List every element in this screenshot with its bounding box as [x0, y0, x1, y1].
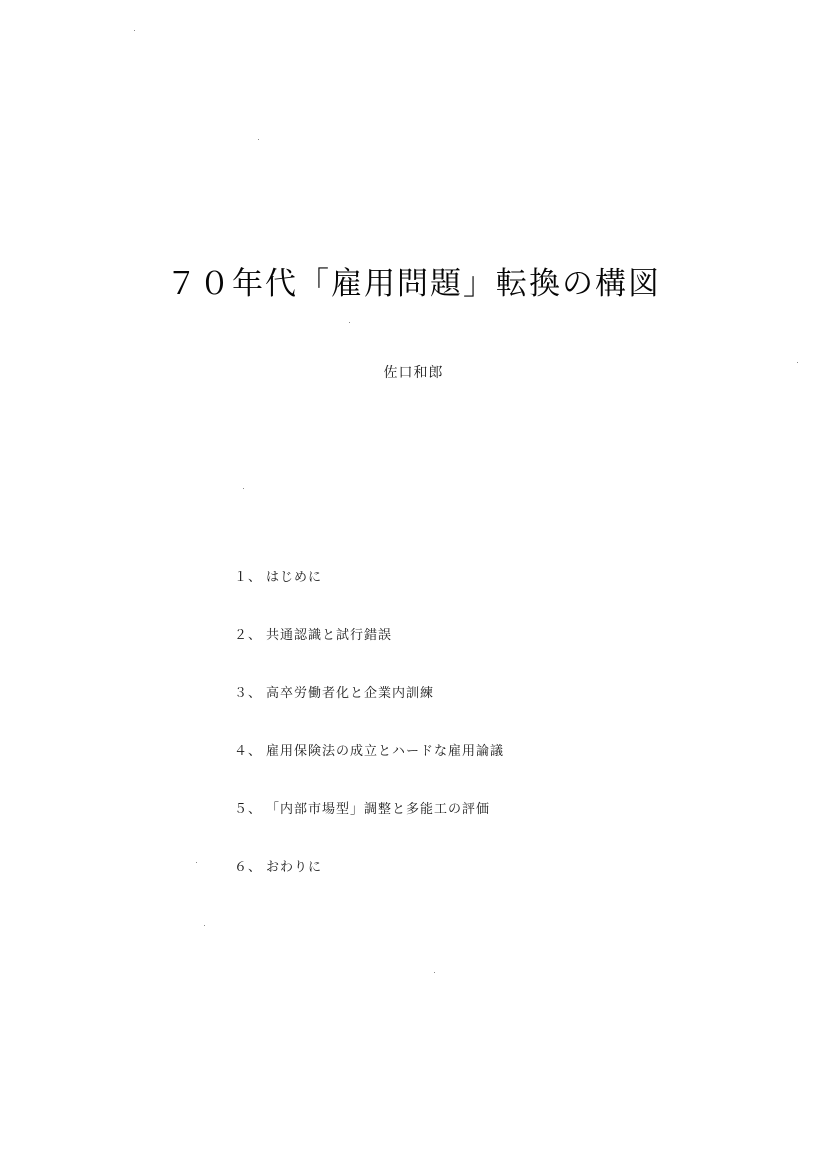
toc-item [234, 624, 504, 682]
toc-item-text: 共通認識と試行錯誤 [266, 628, 393, 643]
scan-speck [258, 139, 259, 140]
scan-speck [134, 30, 135, 31]
toc-item [234, 682, 504, 740]
scan-speck [349, 322, 350, 323]
toc-item-text: 雇用保険法の成立とハードな雇用論議 [266, 744, 505, 759]
scan-speck [204, 925, 205, 926]
toc-item-number: ３、 [234, 686, 263, 701]
toc-item [234, 856, 504, 914]
toc-item-text: 高卒労働者化と企業内訓練 [266, 686, 435, 701]
toc-item [234, 566, 504, 624]
toc-item-number: ６、 [234, 860, 263, 875]
toc-item-number: ２、 [234, 628, 263, 643]
scan-speck [196, 862, 197, 863]
author-name: 佐口和郎 [383, 365, 444, 381]
toc-item-text: 「内部市場型」調整と多能工の評価 [266, 802, 491, 817]
scan-speck [434, 972, 435, 973]
toc-item [234, 740, 504, 798]
toc-item-number: １、 [234, 570, 263, 585]
document-title: ７０年代「雇用問題」転換の構図 [166, 266, 661, 302]
toc-item-number: ４、 [234, 744, 263, 759]
scan-speck [243, 488, 244, 489]
table-of-contents [234, 566, 504, 914]
toc-item-number: ５、 [234, 802, 263, 817]
toc-item-text: おわりに [266, 860, 323, 875]
scan-speck [797, 362, 798, 363]
toc-item-text: はじめに [266, 570, 323, 585]
toc-item [234, 798, 504, 856]
